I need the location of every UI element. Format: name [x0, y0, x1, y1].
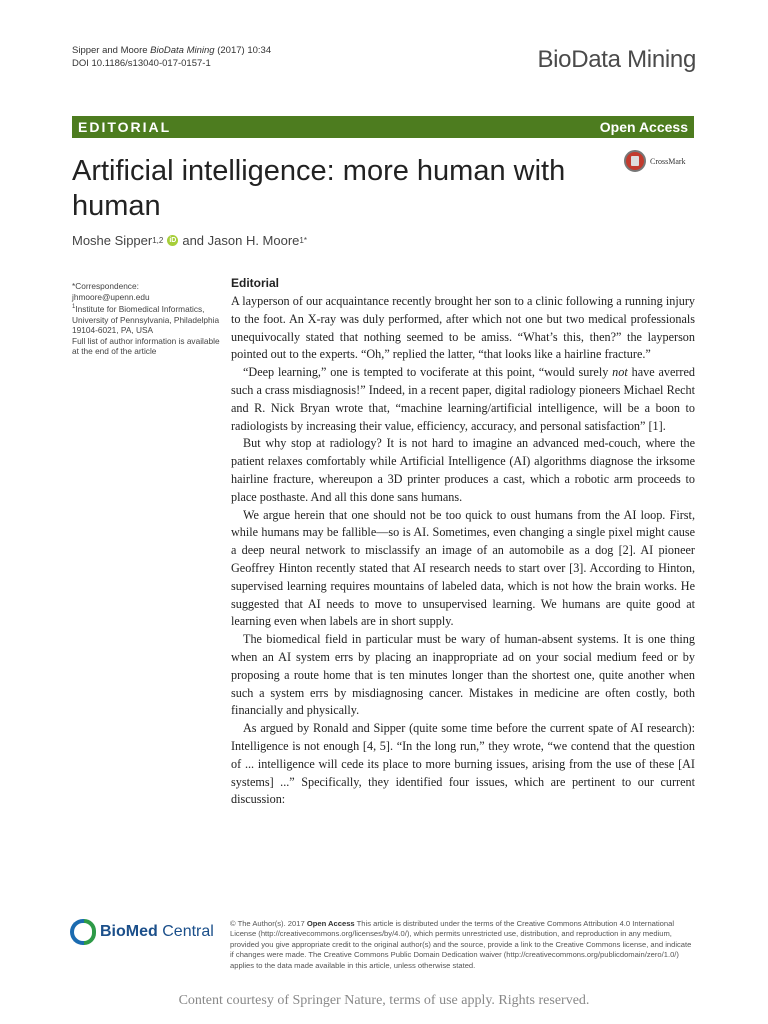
- publisher-biomed: BioMed: [100, 923, 158, 940]
- author-sipper-affil: 1,2: [152, 236, 164, 245]
- biomed-central-logo: [70, 919, 214, 945]
- author-info-sidebar: [72, 281, 222, 357]
- biomed-central-icon: [70, 919, 96, 945]
- crossmark-label: CrossMark: [650, 156, 686, 166]
- orcid-icon[interactable]: iD: [169, 237, 177, 244]
- body-paragraph: As argued by Ronald and Sipper (quite some time before the current spate of AI research): Intelligence is not enough [4, 5]. “In the long run,” they wrote, “we contend that the question of ... intelligence will cede its place to more burning issues, arising from the use of these [AI systems] ...” Specifically, they identified four issues, which are pertinent to our current discussion:: [231, 721, 695, 807]
- body-paragraph: We argue herein that one should not be too quick to oust humans from the AI loop. First, while humans may be fallible—so is AI. Sometimes, even changing a single pixel might cause a deep neural network to misclassify an image of an automobile as a dog [2]. AI pioneer Geoffrey Hinton recently stated that AI research needs to start over [3]. According to Hinton, supervised learning requires mountains of labeled data, which is not how the brain works. He suggested that AI needs to move to unsupervised learning. We humans are quite good at learning even when labels are in short supply.: [231, 507, 695, 629]
- affiliation: [72, 302, 222, 336]
- journal-logo: BioData Mining: [537, 46, 696, 73]
- para2-part-a: “Deep learning,” one is tempted to vociferate at this point, “would surely: [243, 365, 609, 380]
- author-moore-affil: 1*: [299, 236, 307, 245]
- license-copyright: © The Author(s). 2017: [230, 919, 305, 928]
- section-heading: Editorial: [231, 276, 280, 290]
- body-paragraph: [231, 364, 695, 435]
- cite-doi: DOI 10.1186/s13040-017-0157-1: [72, 58, 211, 69]
- affiliation-sup: 1: [72, 304, 76, 311]
- author-sipper[interactable]: Moshe Sipper: [72, 233, 153, 248]
- correspondence-label: *Correspondence:: [72, 281, 139, 291]
- cite-journal: BioData Mining: [150, 45, 215, 56]
- para2-part-b: have averred such a crass misdiagnosis!” Indeed, in a recent paper, digital radiology pioneers Michael Recht and R. Nick Bryan wrote that, “machine learning/artificial intelligence, will be a boon to radiologists by increasing their value, efficiency, accuracy, and personal satisfaction” [1].: [231, 365, 695, 433]
- citation-header: [72, 44, 271, 70]
- para2-emphasis: not: [612, 365, 628, 380]
- body-paragraph: A layperson of our acquaintance recently brought her son to a clinic following a running injury to the foot. An X-ray was duly performed, after which not one but two medical professionals unequivocally stated that nothing seemed to be amiss. “What’s this, then?” the layperson pointed out to the experts. “Oh,” replied the latter, “that looks like a hairline fracture.”: [231, 294, 695, 362]
- cite-authors: Sipper and Moore: [72, 45, 148, 56]
- correspondence-email[interactable]: jhmoore@upenn.edu: [72, 291, 150, 302]
- license-text: [230, 919, 696, 971]
- crossmark-icon: [624, 150, 646, 172]
- body-paragraph: The biomedical field in particular must be wary of human-absent systems. It is one thing when an AI system errs by placing an inappropriate ad on your social medium feed or by proposing a route home that is ten minutes longer than the shortest one, quite another when such a system errs by misdiagnosing cancer. Mistakes in medicine are often costly, both financially and physically.: [231, 632, 695, 718]
- author-info-note: Full list of author information is available at the end of the article: [72, 335, 220, 357]
- open-access-label: Open Access: [599, 119, 688, 135]
- affiliation-text: Institute for Biomedical Informatics, University of Pennsylvania, Philadelphia 19104-6021, PA, USA: [72, 303, 220, 336]
- article-type: EDITORIAL: [78, 119, 172, 135]
- crossmark-link[interactable]: [624, 150, 686, 172]
- license-body: This article is distributed under the terms of the Creative Commons Attribution 4.0 International License (http://creativecommons.org/licenses/by/4.0/), which permits unrestricted use, distribution, and reproduction in any medium, provided you give appropriate credit to the original author(s) and the source, provide a link to the Creative Commons license, and indicate if changes were made. The Creative Commons Public Domain Dedication waiver (http://creativecommons.org/publicdomain/zero/1.0/) applies to the data made available in this article, unless otherwise stated.: [230, 919, 692, 970]
- author-moore[interactable]: and Jason H. Moore: [182, 233, 300, 248]
- author-list: [72, 233, 307, 248]
- article-body: [231, 293, 695, 809]
- article-type-banner: [72, 116, 694, 138]
- body-paragraph: But why stop at radiology? It is not hard to imagine an advanced med-couch, where the patient relaxes comfortably while Artificial Intelligence (AI) algorithms diagnose the irksome hairline fracture, whereupon a 3D printer produces a cast, which a robotic arm proceeds to place posthaste. And all this done sans humans.: [231, 436, 695, 504]
- cite-year-volume: (2017) 10:34: [217, 45, 272, 56]
- page-footer: Content courtesy of Springer Nature, terms of use apply. Rights reserved.: [178, 993, 590, 1008]
- publisher-central: Central: [162, 923, 214, 940]
- license-open-access: Open Access: [306, 919, 355, 928]
- article-title: Artificial intelligence: more human with human: [72, 155, 566, 222]
